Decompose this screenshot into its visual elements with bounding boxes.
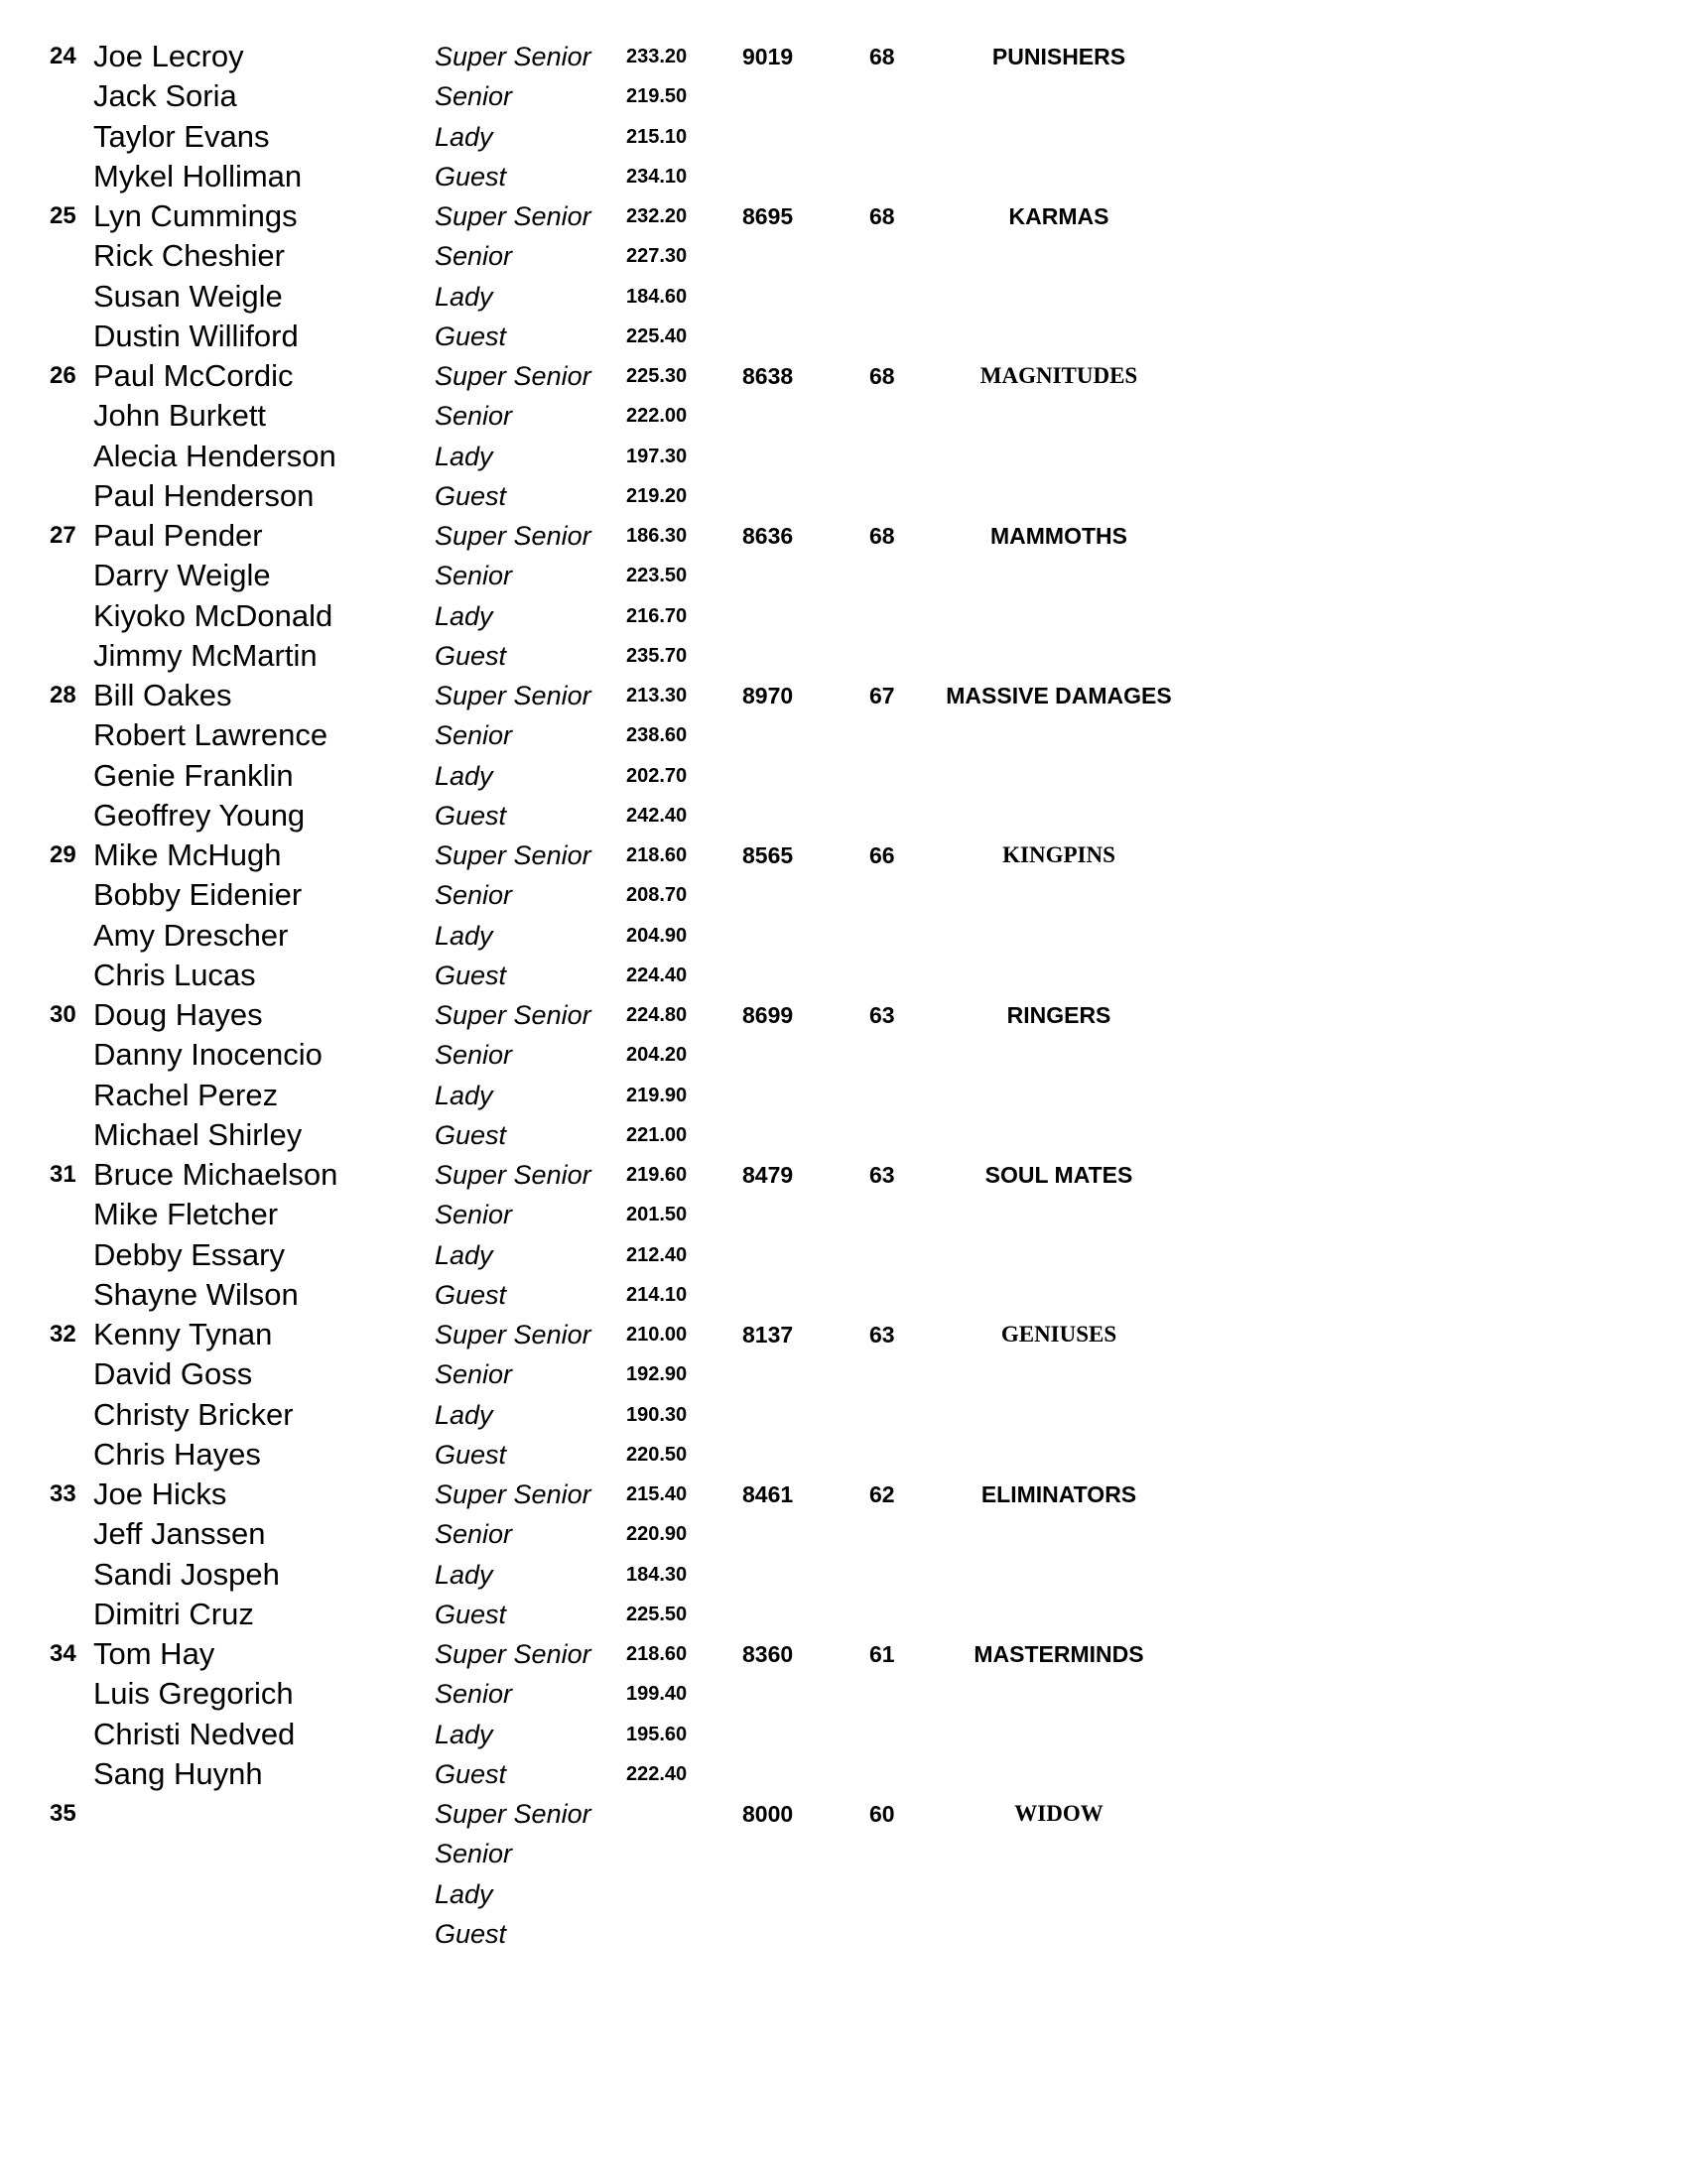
bowler-division: Guest xyxy=(435,800,507,831)
team-name: WIDOW xyxy=(1014,1801,1104,1826)
bowler-name: Dimitri Cruz xyxy=(93,1596,254,1631)
bowler-name: Lyn Cummings xyxy=(93,198,298,233)
member-row xyxy=(0,516,1688,556)
bowler-division: Super Senior xyxy=(435,1799,591,1829)
member-row xyxy=(0,556,1688,595)
bowler-name: Paul Pender xyxy=(93,518,263,553)
member-row xyxy=(0,1235,1688,1275)
bowler-name: Rick Cheshier xyxy=(93,238,285,274)
bowler-name: Paul McCordic xyxy=(93,358,294,393)
team-points: 66 xyxy=(869,842,895,868)
member-row xyxy=(0,1395,1688,1435)
bowler-average: 234.10 xyxy=(626,165,688,188)
bowler-division: Guest xyxy=(435,321,507,351)
team-name: PUNISHERS xyxy=(991,44,1126,69)
team-rank: 35 xyxy=(50,1800,76,1827)
bowler-average: 202.70 xyxy=(626,764,688,787)
bowler-name: Danny Inocencio xyxy=(93,1037,323,1073)
team-block xyxy=(0,1634,1688,1794)
bowler-division: Super Senior xyxy=(435,1639,591,1669)
team-block xyxy=(0,835,1688,995)
bowler-division: Guest xyxy=(435,480,507,511)
team-block xyxy=(0,676,1688,835)
bowler-name: Kiyoko McDonald xyxy=(93,597,333,633)
bowler-division: Super Senior xyxy=(435,1160,591,1190)
team-block xyxy=(0,995,1688,1155)
bowler-average: 210.00 xyxy=(626,1324,688,1346)
bowler-average: 220.90 xyxy=(626,1523,688,1546)
team-name: RINGERS xyxy=(1006,1002,1111,1028)
member-row xyxy=(0,396,1688,436)
member-row xyxy=(0,1634,1688,1674)
team-total: 8461 xyxy=(742,1481,794,1507)
bowler-average: 221.00 xyxy=(626,1123,688,1146)
team-name: KARMAS xyxy=(1008,203,1109,229)
team-name: MAGNITUDES xyxy=(979,363,1138,388)
member-row xyxy=(0,596,1688,636)
member-row xyxy=(0,1555,1688,1595)
team-name: MASSIVE DAMAGES xyxy=(946,683,1172,708)
bowler-name: Chris Hayes xyxy=(93,1436,261,1472)
member-row xyxy=(0,476,1688,516)
bowler-name: Amy Drescher xyxy=(93,917,289,953)
bowler-division: Guest xyxy=(435,1439,507,1470)
bowler-division: Senior xyxy=(435,241,513,272)
team-total: 8565 xyxy=(742,842,794,868)
bowler-average: 218.60 xyxy=(626,844,688,866)
bowler-division: Senior xyxy=(435,561,513,591)
bowler-name: Mike Fletcher xyxy=(93,1197,279,1232)
member-row xyxy=(0,1475,1688,1514)
bowler-name: Jack Soria xyxy=(93,78,237,114)
member-row xyxy=(0,76,1688,116)
bowler-name: Robert Lawrence xyxy=(93,717,328,753)
member-row xyxy=(0,636,1688,676)
member-row xyxy=(0,1275,1688,1315)
bowler-name: Sandi Jospeh xyxy=(93,1556,280,1592)
member-row xyxy=(0,1115,1688,1155)
bowler-name: Geoffrey Young xyxy=(93,797,306,833)
team-points: 68 xyxy=(869,203,895,229)
bowler-average: 186.30 xyxy=(626,525,688,547)
bowler-average: 201.50 xyxy=(626,1204,688,1226)
bowler-division: Guest xyxy=(435,1599,507,1629)
member-row xyxy=(0,356,1688,396)
bowler-name: Jimmy McMartin xyxy=(93,637,318,673)
team-rank: 33 xyxy=(50,1480,76,1507)
member-row xyxy=(0,437,1688,476)
bowler-name: Alecia Henderson xyxy=(93,438,336,473)
bowler-average: 190.30 xyxy=(626,1403,688,1426)
bowler-average: 218.60 xyxy=(626,1643,688,1665)
bowler-name: Taylor Evans xyxy=(93,118,270,154)
bowler-division: Guest xyxy=(435,161,507,192)
bowler-division: Super Senior xyxy=(435,681,591,710)
member-row xyxy=(0,317,1688,356)
bowler-average: 232.20 xyxy=(626,205,688,227)
member-row xyxy=(0,1435,1688,1475)
team-name: ELIMINATORS xyxy=(980,1481,1137,1507)
member-row xyxy=(0,1155,1688,1195)
bowler-division: Senior xyxy=(435,1679,513,1710)
bowler-division: Super Senior xyxy=(435,1479,591,1509)
bowler-average: 215.10 xyxy=(626,125,688,148)
team-total: 8638 xyxy=(742,363,794,389)
member-row xyxy=(0,1834,1688,1873)
bowler-division: Senior xyxy=(435,1200,513,1230)
bowler-division: Senior xyxy=(435,1359,513,1390)
team-points: 63 xyxy=(869,1322,895,1348)
bowler-division: Super Senior xyxy=(435,1000,591,1030)
bowler-average: 219.60 xyxy=(626,1164,688,1186)
member-row xyxy=(0,37,1688,76)
bowler-name: Sang Huynh xyxy=(93,1755,263,1791)
member-row xyxy=(0,715,1688,755)
bowler-average: 208.70 xyxy=(626,884,688,907)
bowler-average: 224.80 xyxy=(626,1004,688,1026)
bowler-average: 227.30 xyxy=(626,245,688,268)
bowler-division: Guest xyxy=(435,1758,507,1789)
bowler-division: Lady xyxy=(435,1080,493,1110)
team-block xyxy=(0,1315,1688,1475)
team-standings-list xyxy=(0,37,1688,1954)
bowler-division: Senior xyxy=(435,880,513,911)
bowler-division: Lady xyxy=(435,1399,493,1430)
team-rank: 32 xyxy=(50,1321,76,1348)
team-points: 61 xyxy=(869,1641,895,1667)
bowler-division: Lady xyxy=(435,441,493,471)
team-total: 8695 xyxy=(742,203,794,229)
bowler-division: Lady xyxy=(435,281,493,312)
member-row xyxy=(0,1914,1688,1954)
member-row xyxy=(0,676,1688,715)
team-rank: 29 xyxy=(50,841,76,868)
team-rank: 30 xyxy=(50,1001,76,1028)
team-block xyxy=(0,356,1688,516)
bowler-average: 225.50 xyxy=(626,1603,688,1625)
bowler-name: Bobby Eidenier xyxy=(93,877,303,913)
bowler-average: 219.50 xyxy=(626,85,688,108)
member-row xyxy=(0,796,1688,835)
team-block xyxy=(0,1475,1688,1634)
bowler-average: 197.30 xyxy=(626,445,688,467)
team-block xyxy=(0,1794,1688,1954)
member-row xyxy=(0,1874,1688,1914)
bowler-name: Dustin Williford xyxy=(93,318,299,353)
bowler-average: 220.50 xyxy=(626,1443,688,1466)
bowler-division: Senior xyxy=(435,1839,513,1869)
bowler-division: Super Senior xyxy=(435,361,591,391)
bowler-average: 242.40 xyxy=(626,804,688,827)
team-name: GENIUSES xyxy=(1000,1322,1117,1347)
bowler-name: Christy Bricker xyxy=(93,1396,294,1432)
team-name: MAMMOTHS xyxy=(990,523,1127,549)
bowler-name: Bill Oakes xyxy=(93,678,232,712)
member-row xyxy=(0,196,1688,236)
member-row xyxy=(0,995,1688,1035)
member-row xyxy=(0,1354,1688,1394)
bowler-name: Christi Nedved xyxy=(93,1716,296,1751)
bowler-division: Guest xyxy=(435,1918,507,1949)
team-rank: 31 xyxy=(50,1161,76,1188)
bowler-average: 219.90 xyxy=(626,1084,688,1106)
bowler-average: 225.30 xyxy=(626,365,688,387)
team-points: 67 xyxy=(869,683,895,708)
team-points: 68 xyxy=(869,44,895,69)
bowler-name: Luis Gregorich xyxy=(93,1676,294,1712)
bowler-name: David Goss xyxy=(93,1356,253,1392)
bowler-average: 222.40 xyxy=(626,1762,688,1785)
bowler-name: Darry Weigle xyxy=(93,558,271,593)
team-total: 8970 xyxy=(742,683,794,708)
bowler-average: 235.70 xyxy=(626,644,688,667)
member-row xyxy=(0,756,1688,796)
member-row xyxy=(0,157,1688,196)
bowler-average: 224.40 xyxy=(626,964,688,986)
bowler-average: 233.20 xyxy=(626,46,688,67)
bowler-average: 216.70 xyxy=(626,604,688,627)
team-rank: 28 xyxy=(50,682,76,708)
team-total: 8360 xyxy=(742,1641,794,1667)
member-row xyxy=(0,1674,1688,1714)
bowler-name: Mike McHugh xyxy=(93,837,282,872)
member-row xyxy=(0,1754,1688,1794)
bowler-name: Jeff Janssen xyxy=(93,1516,266,1552)
member-row xyxy=(0,956,1688,995)
bowler-average: 184.30 xyxy=(626,1563,688,1586)
bowler-name: Rachel Perez xyxy=(93,1077,279,1112)
bowler-name: Paul Henderson xyxy=(93,477,315,513)
bowler-name: Michael Shirley xyxy=(93,1116,303,1152)
bowler-average: 219.20 xyxy=(626,484,688,507)
bowler-division: Senior xyxy=(435,720,513,751)
member-row xyxy=(0,1035,1688,1075)
team-rank: 34 xyxy=(50,1640,76,1667)
bowler-average: 184.60 xyxy=(626,285,688,308)
bowler-division: Guest xyxy=(435,960,507,990)
member-row xyxy=(0,277,1688,317)
team-name: SOUL MATES xyxy=(984,1162,1133,1188)
team-total: 8699 xyxy=(742,1002,794,1028)
team-block xyxy=(0,196,1688,356)
bowler-name: Bruce Michaelson xyxy=(93,1157,338,1192)
bowler-division: Lady xyxy=(435,920,493,951)
bowler-average: 213.30 xyxy=(626,685,688,707)
member-row xyxy=(0,1076,1688,1115)
bowler-division: Lady xyxy=(435,1559,493,1590)
bowler-name: Chris Lucas xyxy=(93,957,256,992)
team-total: 8636 xyxy=(742,523,794,549)
bowler-division: Senior xyxy=(435,1519,513,1550)
member-row xyxy=(0,1514,1688,1554)
team-points: 68 xyxy=(869,523,895,549)
bowler-average: 225.40 xyxy=(626,324,688,347)
team-rank: 25 xyxy=(50,202,76,229)
member-row xyxy=(0,916,1688,956)
bowler-name: Genie Franklin xyxy=(93,757,294,793)
member-row xyxy=(0,1195,1688,1234)
team-rank: 26 xyxy=(50,362,76,389)
team-total: 8479 xyxy=(742,1162,794,1188)
team-rank: 24 xyxy=(50,43,76,69)
bowler-division: Guest xyxy=(435,640,507,671)
bowler-average: 199.40 xyxy=(626,1683,688,1706)
bowler-average: 195.60 xyxy=(626,1723,688,1745)
bowler-name: Mykel Holliman xyxy=(93,158,303,193)
bowler-division: Senior xyxy=(435,1040,513,1071)
team-points: 68 xyxy=(869,363,895,389)
bowler-division: Senior xyxy=(435,401,513,432)
bowler-division: Super Senior xyxy=(435,840,591,870)
team-name: MASTERMINDS xyxy=(974,1641,1144,1667)
bowler-division: Lady xyxy=(435,1239,493,1270)
bowler-division: Super Senior xyxy=(435,201,591,231)
bowler-division: Super Senior xyxy=(435,42,591,71)
team-points: 60 xyxy=(869,1801,895,1827)
member-row xyxy=(0,1794,1688,1834)
bowler-name: Shayne Wilson xyxy=(93,1276,299,1312)
bowler-name: Joe Lecroy xyxy=(93,39,244,73)
bowler-division: Lady xyxy=(435,1719,493,1749)
bowler-name: John Burkett xyxy=(93,398,267,434)
bowler-average: 238.60 xyxy=(626,724,688,747)
bowler-name: Tom Hay xyxy=(93,1636,215,1671)
member-row xyxy=(0,835,1688,875)
bowler-average: 214.10 xyxy=(626,1283,688,1306)
bowler-division: Lady xyxy=(435,1878,493,1909)
member-row xyxy=(0,236,1688,276)
member-row xyxy=(0,117,1688,157)
team-points: 63 xyxy=(869,1162,895,1188)
team-points: 62 xyxy=(869,1481,895,1507)
team-total: 9019 xyxy=(742,44,794,69)
bowler-average: 222.00 xyxy=(626,405,688,428)
bowler-division: Senior xyxy=(435,81,513,112)
bowler-name: Kenny Tynan xyxy=(93,1317,273,1351)
bowler-division: Super Senior xyxy=(435,1320,591,1349)
team-points: 63 xyxy=(869,1002,895,1028)
team-name: KINGPINS xyxy=(1002,842,1115,867)
team-block xyxy=(0,1155,1688,1315)
bowler-average: 223.50 xyxy=(626,565,688,587)
team-total: 8000 xyxy=(742,1801,794,1827)
member-row xyxy=(0,875,1688,915)
bowler-division: Guest xyxy=(435,1279,507,1310)
bowler-average: 212.40 xyxy=(626,1243,688,1266)
team-total: 8137 xyxy=(742,1322,794,1348)
bowler-division: Guest xyxy=(435,1119,507,1150)
member-row xyxy=(0,1715,1688,1754)
team-block xyxy=(0,37,1688,196)
bowler-division: Super Senior xyxy=(435,521,591,551)
bowler-average: 204.20 xyxy=(626,1044,688,1067)
bowler-average: 192.90 xyxy=(626,1363,688,1386)
bowler-name: Susan Weigle xyxy=(93,278,283,314)
bowler-average: 215.40 xyxy=(626,1483,688,1505)
bowler-name: Doug Hayes xyxy=(93,997,263,1032)
bowler-division: Lady xyxy=(435,121,493,152)
bowler-division: Lady xyxy=(435,600,493,631)
bowler-division: Lady xyxy=(435,760,493,791)
member-row xyxy=(0,1315,1688,1354)
bowler-name: Debby Essary xyxy=(93,1236,285,1272)
team-block xyxy=(0,516,1688,676)
bowler-name: Joe Hicks xyxy=(93,1477,227,1511)
member-row xyxy=(0,1595,1688,1634)
bowler-average: 204.90 xyxy=(626,924,688,947)
team-rank: 27 xyxy=(50,522,76,549)
